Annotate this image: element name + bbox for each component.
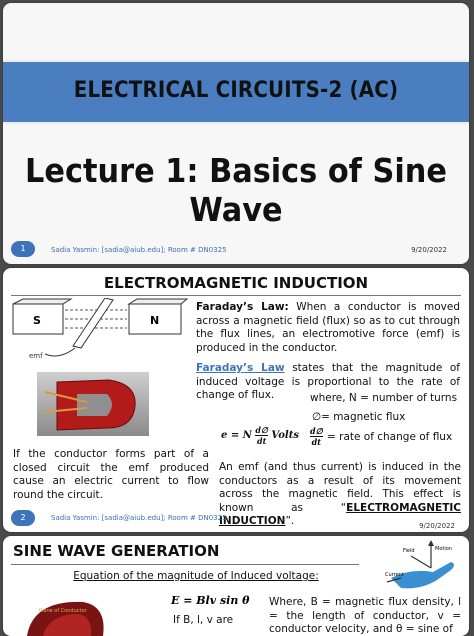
page-number-badge: 2 [11, 510, 35, 526]
lecture-title: Lecture 1: Basics of Sine Wave [25, 151, 447, 229]
title-divider [11, 564, 359, 565]
faraday-law-paragraph [196, 301, 460, 355]
induction-term: ELECTROMAGNETIC INDUCTION [219, 501, 461, 528]
current-label: Current [385, 572, 404, 578]
formula-fraction-den: dt [256, 436, 267, 446]
faraday-formula [221, 425, 299, 446]
rate-fraction-den: dt [311, 437, 321, 447]
formula-fraction-num: d∅ [255, 425, 268, 435]
footer-date: 9/20/2022 [419, 522, 455, 530]
induction-text-1: An emf (and thus current) is induced in the conductors as a result of its movement across the magnetic field. This effect is known as “ [219, 461, 461, 514]
induced-voltage-equation: E = Blv sin θ [171, 594, 250, 607]
formula-fraction [255, 425, 268, 446]
south-pole-label: S [33, 314, 41, 327]
faraday-statement-text: states that the magnitude of induced voltage is proportional to the rate of change of flux. [196, 362, 460, 402]
footer-author: Sadia Yasmin: [sadia@aiub.edu]; Room # DN0325 [51, 246, 227, 254]
slide-1-title [3, 3, 469, 264]
formula-unit: Volts [271, 430, 299, 441]
north-pole-label: N [150, 314, 160, 327]
magnet-conductor-figure [9, 298, 189, 368]
formula-lhs: e = N [221, 430, 252, 441]
faraday-law-link[interactable]: Faraday’s Law [196, 362, 285, 374]
closed-circuit-paragraph: If the conductor forms part of a closed circuit the emf produced cause an electric current to flow round the circuit. [13, 448, 209, 501]
induction-text-2: ”. [285, 515, 295, 528]
definition-rate: = rate of change of flux [327, 431, 453, 443]
definition-turns: where, N = number of turns [310, 392, 458, 404]
coil-figure [23, 590, 107, 636]
definition-flux: ∅= magnetic flux [312, 411, 406, 423]
title-divider [11, 295, 461, 296]
motion-label: Motion [435, 546, 452, 552]
emf-label: emf [29, 352, 43, 360]
faraday-law-text: When a conductor is moved across a magnetic field (flux) so as to cut through the flux lines, an electromotive force (emf) is produced in the conductor. [196, 301, 460, 354]
footer-author: Sadia Yasmin: [sadia@aiub.edu]; Room # DN0325 [51, 514, 227, 522]
induction-effect-paragraph [219, 461, 461, 529]
equation-subtitle: Equation of the magnitude of Induced voltage: [73, 570, 319, 582]
field-label: Field [403, 548, 415, 554]
equation-definitions: Where, B = magnetic flux density, l = the length of conductor, v = conductor velocity, and θ = sine of [269, 596, 461, 636]
rate-fraction [310, 426, 323, 447]
slide-title: ELECTROMAGNETIC INDUCTION [103, 274, 369, 292]
footer-date: 9/20/2022 [411, 246, 447, 254]
slide-2-electromagnetic-induction [3, 268, 469, 532]
right-hand-rule-figure [381, 538, 465, 594]
page-number-badge: 1 [11, 241, 35, 257]
slide-3-sine-wave-generation [3, 536, 469, 636]
conductor-plane-label: Plane of Conductor [39, 608, 87, 614]
rate-fraction-num: d∅ [310, 426, 323, 436]
faraday-law-label: Faraday’s Law: [196, 301, 289, 313]
slide-title: SINE WAVE GENERATION [13, 542, 220, 560]
course-title: ELECTRICAL CIRCUITS-2 (AC) [73, 78, 399, 103]
horseshoe-magnet-image [37, 372, 149, 436]
condition-text: If B, l, v are [173, 614, 234, 626]
